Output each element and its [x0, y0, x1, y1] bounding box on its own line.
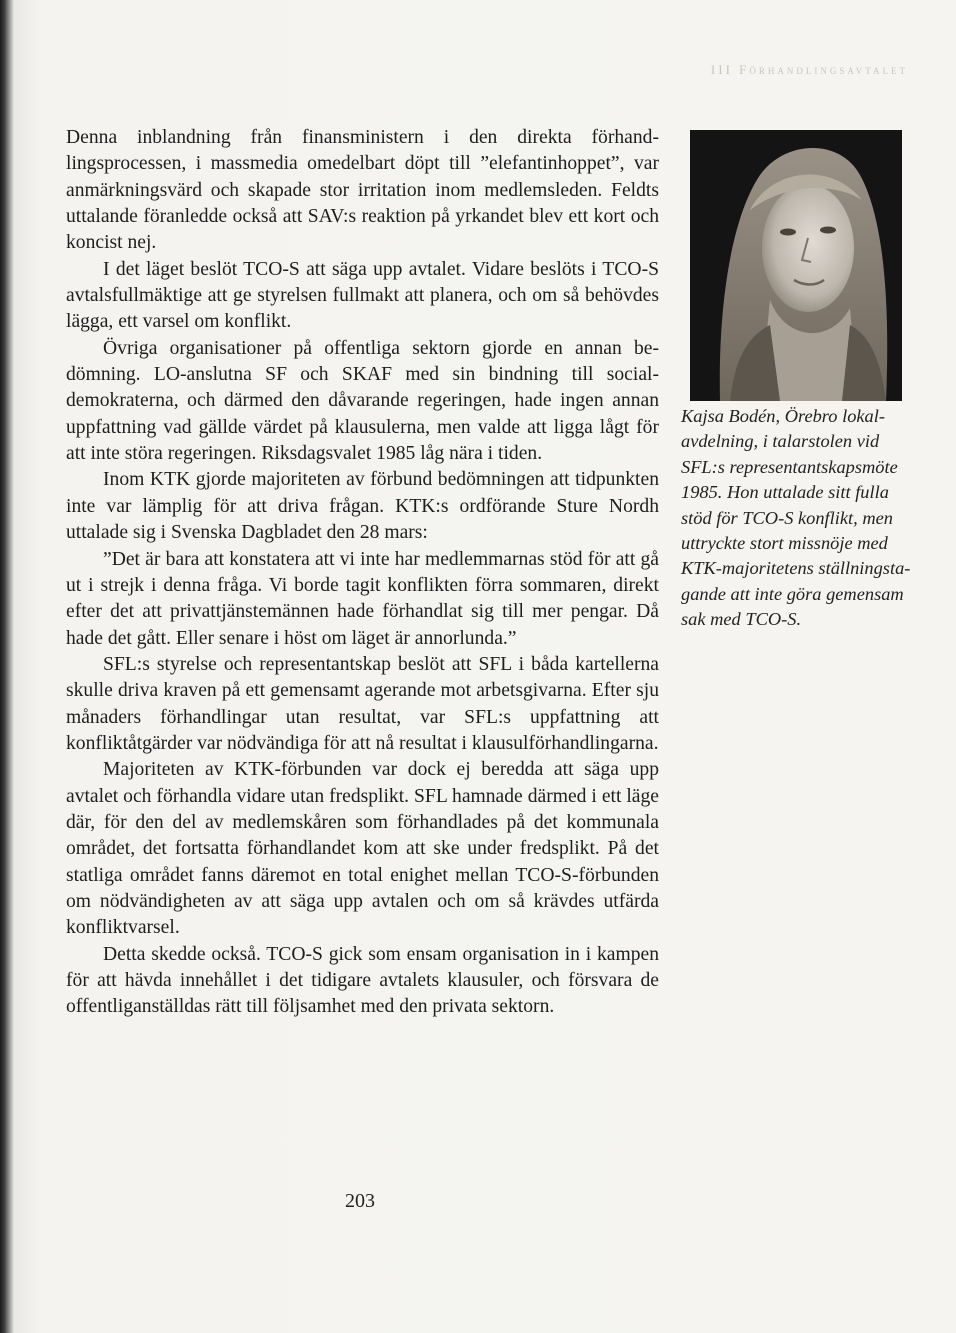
portrait-photo	[690, 130, 902, 401]
paragraph: Denna inblandning från finansministern i den direkta förhandlingsprocessen, i massmedia omedelbart döpt till ”elefantinhoppet”, var anmärkningsvärd och skapade stor irritation inom medlemsleden. Feldts uttalande föranledde också att SAV:s reaktion på yrkandet blev ett kort och koncist nej.	[66, 127, 659, 254]
caption-text: Kajsa Bodén, Örebro lokalavdelning, i talarstolen vid SFL:s representantskapsmöte 1985. Hon uttalade sitt fulla stöd för TCO-S konflikt, men uttryckte stort missnöje med KTK-majoritetens ställningstagande att inte göra gemensam sak med TCO-S.	[681, 406, 911, 630]
photo-caption	[681, 404, 921, 633]
main-text	[66, 125, 659, 1021]
paragraph: Övriga organisationer på offentliga sektorn gjorde en annan bedömning. LO-anslutna SF och SKAF med sin bindning till socialdemokraterna, och därmed den dåvarande regeringen, hade ingen annan uppfattning vad gällde värdet på klausulerna, men valde att ligga lågt för att inte störa regeringen. Riksdagsvalet 1985 låg nära i tiden.	[66, 337, 659, 465]
paragraph: I det läget beslöt TCO-S att säga upp avtalet. Vidare beslöts i TCO-S avtalsfullmäktige att ge styrelsen fullmakt att planera, och om så behövdes lägga, ett varsel om konflikt.	[66, 258, 659, 333]
paragraph: Majoriteten av KTK-förbunden var dock ej beredda att säga upp avtalet och förhandla vidare utan fredsplikt. SFL hamnade därmed i ett läge där, för den del av medlemskåren som förhandlades på det kommunala området, det fortsatta förhandlandet kom att ske under fredsplikt. På det statliga området fanns däremot en total enighet mellan TCO-S-förbunden om nödvändigheten av att säga upp avtalen och om så krävdes utfärda konfliktvarsel.	[66, 759, 659, 939]
portrait-illustration-icon	[690, 130, 902, 401]
running-head: III Förhandlingsavtalet	[710, 62, 908, 77]
paragraph: Inom KTK gjorde majoriteten av förbund bedömningen att tidpunkten inte var lämplig för att driva frågan. KTK:s ordförande Sture Nordh uttalade sig i Svenska Dagbladet den 28 mars:	[66, 469, 659, 544]
paragraph: Detta skedde också. TCO-S gick som ensam organisation in i kampen för att hävda innehållet i det tidigare avtalets klausuler, och försvara de offentliganställdas rätt till följsamhet med den privata sektorn.	[66, 943, 659, 1018]
quote-paragraph: ”Det är bara att konstatera att vi inte har medlemmarnas stöd för att gå ut i strejk i denna fråga. Vi borde tagit konflikten förra sommaren, direkt efter det att privattjänstemännen hade förhandlat sig till mer pengar. Då hade det gått. Eller senare i höst om läget är annorlunda.”	[66, 548, 659, 649]
page-number: 203	[345, 1190, 375, 1212]
paragraph: SFL:s styrelse och representantskap beslöt att SFL i båda kartellerna skulle driva kraven på ett gemensamt agerande mot arbetsgivarna. Efter sju månaders förhandlingar utan resultat, var SFL:s uppfattning att konfliktåtgärder var nödvändiga för att nå resultat i klausulförhandlingarna.	[66, 653, 659, 754]
